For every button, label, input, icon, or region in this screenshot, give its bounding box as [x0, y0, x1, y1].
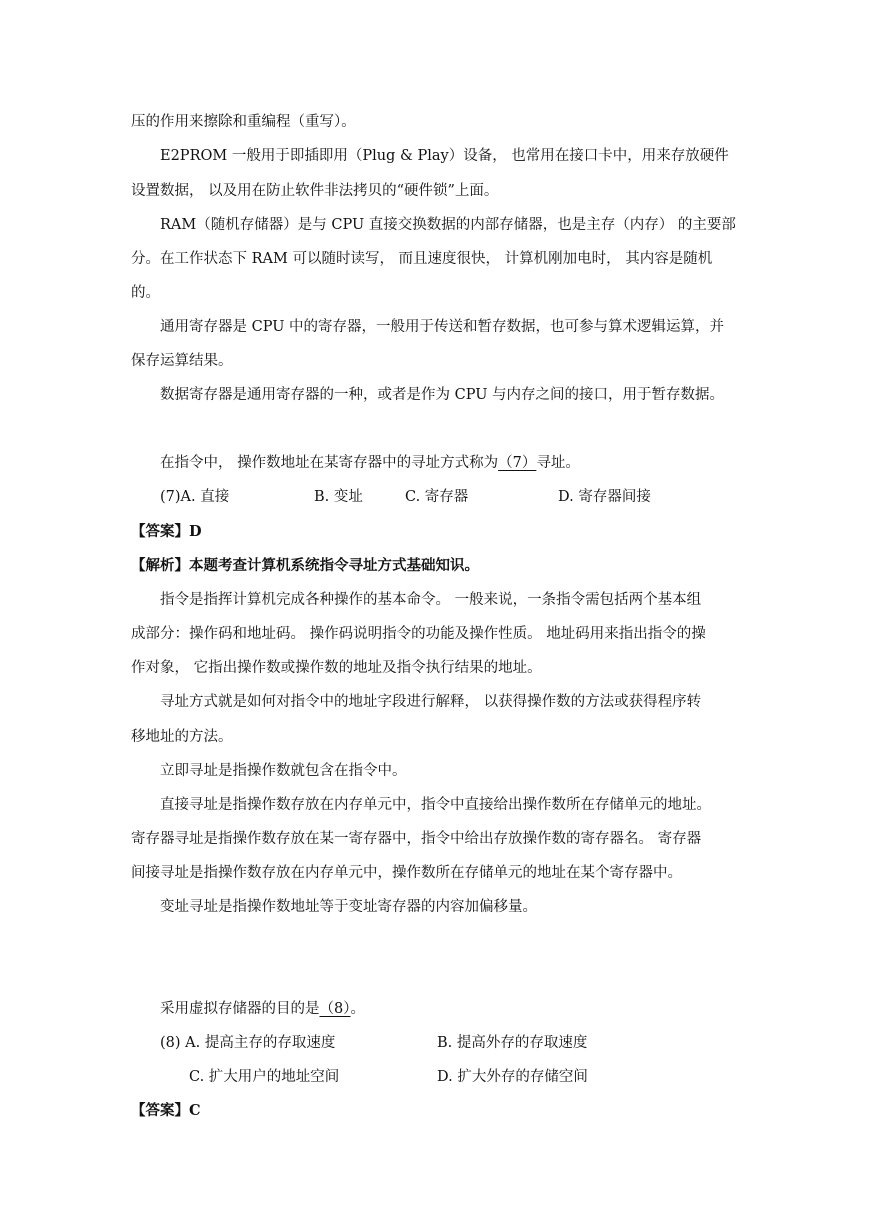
text-line: 移地址的方法。	[131, 729, 233, 745]
text-line: 的。	[131, 285, 160, 301]
text-line: 指令是指挥计算机完成各种操作的基本命令。 一般来说，一条指令需包括两个基本组	[160, 592, 702, 608]
text-line: 数据寄存器是通用寄存器的一种，或者是作为 CPU 与内存之间的接口，用于暂存数据。	[160, 387, 725, 403]
option-b: B. 变址	[314, 489, 363, 505]
answer-line	[131, 522, 202, 542]
answer-line	[131, 1101, 201, 1121]
text-line: 保存运算结果。	[131, 353, 233, 369]
text-line: 间接寻址是指操作数存放在内存单元中，操作数所在存储单元的地址在某个寄存器中。	[131, 865, 682, 881]
option-d: D. 扩大外存的存储空间	[437, 1069, 588, 1085]
text-line: 成部分：操作码和地址码。 操作码说明指令的功能及操作性质。 地址码用来指出指令的操	[131, 626, 706, 642]
stem-text: 寻址。	[536, 455, 580, 471]
question-7-stem	[160, 453, 580, 473]
option-d: D. 寄存器间接	[558, 489, 651, 505]
text-line: 变址寻址是指操作数地址等于变址寄存器的内容加偏移量。	[160, 899, 537, 915]
text-line: 寄存器寻址是指操作数存放在某一寄存器中，指令中给出存放操作数的寄存器名。 寄存器	[131, 831, 702, 847]
text-line: 设置数据， 以及用在防止软件非法拷贝的“硬件锁”上面。	[131, 183, 499, 199]
question-blank: （8）	[319, 1001, 351, 1017]
analysis-title: 本题考查计算机系统指令寻址方式基础知识。	[189, 557, 479, 574]
text-line: 立即寻址是指操作数就包含在指令中。	[160, 763, 407, 779]
analysis-heading	[131, 556, 479, 576]
option-c: C. 寄存器	[405, 489, 469, 505]
text-line: 直接寻址是指操作数存放在内存单元中，指令中直接给出操作数所在存储单元的地址。	[160, 797, 711, 813]
stem-text: 在指令中， 操作数地址在某寄存器中的寻址方式称为	[160, 455, 499, 471]
option-b: B. 提高外存的存取速度	[437, 1035, 588, 1051]
text-line: E2PROM 一般用于即插即用（Plug & Play）设备， 也常用在接口卡中，用来存放硬件	[160, 148, 729, 164]
question-blank: （7）	[498, 455, 537, 471]
answer-value: C	[189, 1102, 201, 1119]
answer-value: D	[189, 523, 202, 540]
analysis-label: 【解析】	[131, 557, 189, 574]
option-a: (7)A. 直接	[160, 489, 230, 505]
option-c: C. 扩大用户的地址空间	[189, 1069, 340, 1085]
question-8-stem	[160, 999, 365, 1019]
answer-label: 【答案】	[131, 1102, 189, 1119]
answer-label: 【答案】	[131, 523, 189, 540]
stem-text: 采用虚拟存储器的目的是	[160, 1001, 320, 1017]
text-line: 分。在工作状态下 RAM 可以随时读写， 而且速度很快， 计算机刚加电时， 其内容是随机	[131, 251, 713, 267]
text-line: 寻址方式就是如何对指令中的地址字段进行解释， 以获得操作数的方法或获得程序转	[160, 694, 702, 710]
option-a: (8) A. 提高主存的存取速度	[160, 1035, 336, 1051]
text-line: 通用寄存器是 CPU 中的寄存器，一般用于传送和暂存数据，也可参与算术逻辑运算，并	[160, 319, 725, 335]
stem-text: 。	[350, 1001, 365, 1017]
text-line: RAM（随机存储器）是与 CPU 直接交换数据的内部存储器，也是主存（内存） 的主要部	[160, 217, 736, 233]
text-line: 作对象， 它指出操作数或操作数的地址及指令执行结果的地址。	[131, 660, 542, 676]
text-line: 压的作用来擦除和重编程（重写）。	[131, 114, 356, 130]
